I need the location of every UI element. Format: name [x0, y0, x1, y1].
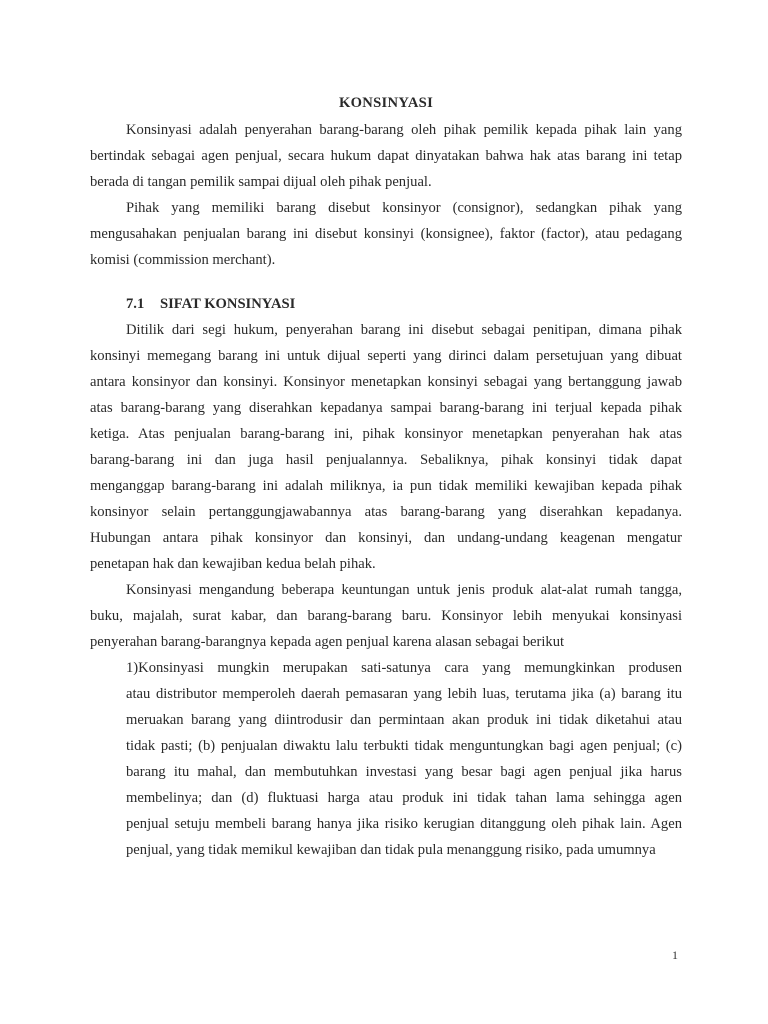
text-line: menganggap barang-barang ini adalah miliknya, ia pun tidak memiliki kewajiban kepada pihak: [90, 478, 682, 494]
text-line: atas barang-barang yang diserahkan kepadanya sampai barang-barang ini terjual kepada pihak: [90, 400, 682, 416]
text-line: antara konsinyor dan konsinyi. Konsinyor menetapkan konsinyi sebagai yang bertanggung jawab: [90, 374, 682, 390]
text-line: atau distributor memperoleh daerah pemasaran yang lebih luas, terutama jika (a) barang itu: [126, 686, 682, 702]
text-line: meruakan barang yang diintrodusir dan permintaan akan produk ini tidak diketahui atau: [126, 712, 682, 728]
text-line: ketiga. Atas penjualan barang-barang ini, pihak konsinyor menetapkan penyerahan hak atas: [90, 426, 682, 442]
text-line: buku, majalah, surat kabar, dan barang-barang baru. Konsinyor lebih menyukai konsinyasi: [90, 608, 682, 624]
text-line: mengusahakan penjualan barang ini disebut konsinyi (konsignee), faktor (factor), atau pedagang: [90, 226, 682, 242]
list-item-first-line: [90, 655, 682, 681]
list-item-text: Konsinyasi mungkin merupakan sati-satunya cara yang memungkinkan produsen: [138, 660, 682, 676]
section-number: 7.1: [126, 296, 145, 312]
list-item: [90, 655, 682, 863]
text-line: berada di tangan pemilik sampai dijual oleh pihak penjual.: [90, 174, 432, 190]
intro-paragraph: [90, 195, 682, 273]
intro-paragraph: [90, 117, 682, 195]
text-line: Konsinyasi adalah penyerahan barang-barang oleh pihak pemilik kepada pihak lain yang: [126, 122, 682, 138]
list-container: [90, 655, 682, 863]
text-line: konsinyi memegang barang ini untuk dijual seperti yang dirinci dalam persetujuan yang dibuat: [90, 348, 682, 364]
text-line: penetapan hak dan kewajiban kedua belah pihak.: [90, 556, 376, 572]
page-number: 1: [672, 948, 678, 962]
section-title: SIFAT KONSINYASI: [160, 296, 296, 312]
list-marker: 1): [126, 660, 139, 676]
text-line: Pihak yang memiliki barang disebut konsinyor (consignor), sedangkan pihak yang: [126, 200, 682, 216]
intro-container: [90, 117, 682, 273]
text-line: barang itu mahal, dan membutuhkan investasi yang besar bagi agen penjual jika harus: [126, 764, 682, 780]
text-line: Hubungan antara pihak konsinyor dan konsinyi, dan undang-undang keagenan mengatur: [90, 530, 682, 546]
section-paragraph: [90, 577, 682, 655]
text-line: Ditilik dari segi hukum, penyerahan barang ini disebut sebagai penitipan, dimana pihak: [126, 322, 682, 338]
document-body: [90, 92, 682, 863]
text-line: Konsinyasi mengandung beberapa keuntungan untuk jenis produk alat-alat rumah tangga,: [126, 582, 682, 598]
text-line: tidak pasti; (b) penjualan diwaktu lalu terbukti tidak menguntungkan bagi agen penjual; (c): [126, 738, 682, 754]
text-line: penjual setuju membeli barang hanya jika risiko kerugian ditanggung oleh pihak lain. Agen: [126, 816, 682, 832]
text-line: bertindak sebagai agen penjual, secara hukum dapat dinyatakan bahwa hak atas barang ini tetap: [90, 148, 682, 164]
section-container: [90, 317, 682, 655]
text-line: konsinyor selain pertanggungjawabannya atas barang-barang yang diserahkan kepadanya.: [90, 504, 682, 520]
text-line: barang-barang ini dan juga hasil penjualannya. Sebaliknya, pihak konsinyi tidak dapat: [90, 452, 682, 468]
text-line: penyerahan barang-barangnya kepada agen penjual karena alasan sebagai berikut: [90, 634, 565, 650]
section-heading: [90, 291, 682, 317]
text-line: penjual, yang tidak memikul kewajiban dan tidak pula menanggung risiko, pada umumnya: [126, 842, 656, 858]
text-line: komisi (commission merchant).: [90, 252, 276, 268]
page-title: KONSINYASI: [338, 95, 434, 111]
section-paragraph: [90, 317, 682, 577]
text-line: membelinya; dan (d) fluktuasi harga atau produk ini tidak tahan lama sehingga agen: [126, 790, 682, 806]
